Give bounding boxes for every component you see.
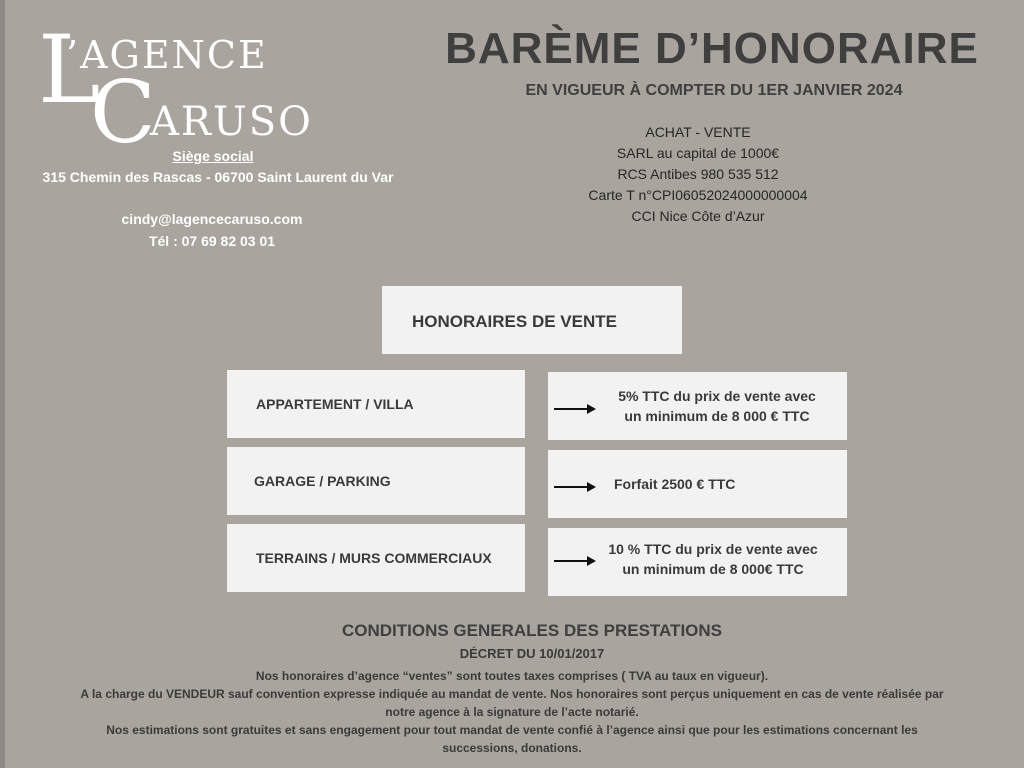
category-box-appartement [227, 370, 525, 438]
fee-line: un minimum de 8 000 € TTC [624, 408, 810, 424]
conditions-title: CONDITIONS GENERALES DES PRESTATIONS [341, 621, 723, 640]
right-arrow-icon [554, 403, 596, 415]
category-box-garage [227, 447, 525, 515]
company-info-line: RCS Antibes 980 535 512 [617, 166, 779, 182]
category-label: GARAGE / PARKING [254, 473, 391, 489]
conditions-line: Nos honoraires d’agence “ventes” sont toutes taxes comprises ( TVA au taux en vigueur). [255, 669, 769, 683]
company-info-line: Carte T n°CPI06052024000000004 [588, 187, 808, 203]
company-info-line: CCI Nice Côte d’Azur [631, 208, 765, 224]
conditions-line: A la charge du VENDEUR sauf convention expresse indiquée au mandat de vente. Nos honoraires sont perçus uniquement en cas de vente réalisée par [80, 687, 944, 701]
right-arrow-icon [554, 555, 596, 567]
fee-box-garage [548, 450, 847, 518]
category-label: APPARTEMENT / VILLA [256, 396, 414, 412]
category-label: TERRAINS / MURS COMMERCIAUX [256, 550, 492, 566]
left-edge-strip [0, 0, 5, 768]
fee-line: 10 % TTC du prix de vente avec [608, 541, 818, 557]
conditions-line: successions, donations. [442, 741, 582, 755]
company-info-line: SARL au capital de 1000€ [616, 145, 780, 161]
fee-box-terrains [548, 528, 847, 596]
fee-text [614, 474, 735, 494]
page-title: BARÈME D’HONORAIRE [445, 24, 979, 73]
agency-address: 315 Chemin des Rascas - 06700 Saint Laurent du Var [42, 169, 394, 185]
fee-line: Forfait 2500 € TTC [614, 476, 736, 492]
category-box-terrains [227, 524, 525, 592]
agency-logo [34, 16, 313, 163]
fee-text [614, 386, 820, 426]
logo-line-agence: ’AGENCE [66, 33, 268, 77]
siege-social-label: Siège social [172, 148, 254, 164]
section-title-box [382, 286, 682, 354]
logo-initial-c: C [90, 63, 156, 163]
conditions-text [30, 667, 994, 757]
right-arrow-icon [554, 481, 596, 493]
conditions-line: Nos estimations sont gratuites et sans engagement pour tout mandat de vente confié à l’agence ainsi que pour les estimations concernant les [106, 723, 918, 737]
conditions-decret: DÉCRET DU 10/01/2017 [459, 646, 605, 661]
agency-email: cindy@lagencecaruso.com [121, 211, 303, 227]
logo-initial-l: L [38, 16, 101, 125]
company-info-line: ACHAT - VENTE [645, 124, 751, 140]
fee-box-appartement [548, 372, 847, 440]
logo-line-caruso: ARUSO [150, 99, 313, 145]
company-info [548, 122, 848, 227]
fee-text [598, 539, 828, 579]
fee-line: 5% TTC du prix de vente avec [618, 388, 816, 404]
page-subtitle: EN VIGUEUR À COMPTER DU 1ER JANVIER 2024 [525, 82, 903, 99]
conditions-line: notre agence à la signature de l’acte notarié. [385, 705, 639, 719]
section-title: HONORAIRES DE VENTE [412, 312, 617, 331]
agency-phone: Tél : 07 69 82 03 01 [148, 233, 276, 249]
fee-line: un minimum de 8 000€ TTC [622, 561, 804, 577]
